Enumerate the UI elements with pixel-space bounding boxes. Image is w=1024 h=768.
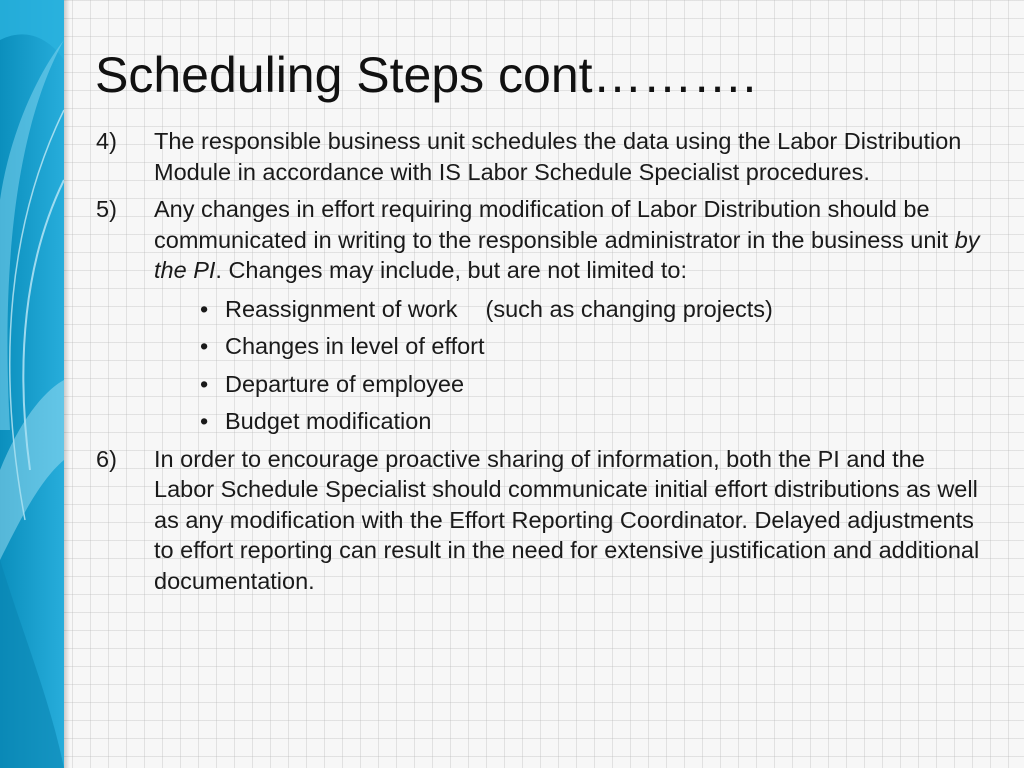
slide-title: Scheduling Steps cont……….: [95, 47, 757, 103]
list-item: [198, 294, 986, 325]
list-item-text: Reassignment of work: [225, 295, 458, 322]
bullet-icon: •: [200, 295, 209, 322]
decorative-side-band: [0, 0, 64, 768]
change-list: [154, 294, 986, 437]
step-text: The responsible business unit schedules the data using the Labor Distribution Module in accordance with IS Labor Schedule Specialist procedures.: [154, 128, 962, 185]
list-item: [198, 331, 986, 362]
step-number: 6): [96, 445, 117, 472]
step-text: In order to encourage proactive sharing of information, both the PI and the Labor Schedule Specialist should communicate initial effort distributions as well as any modification with the Effort Reporting Coordinator. Delayed adjustments to effort reporting can result in the need for extensive justification and additional documentation.: [154, 445, 980, 594]
bullet-icon: •: [200, 333, 209, 359]
list-item-text: Changes in level of effort: [225, 333, 485, 359]
list-item: [198, 406, 986, 437]
band-shadow: [64, 0, 70, 768]
step-text-before: Any changes in effort requiring modification of Labor Distribution should be communicated in writing to the responsible administrator in the business unit: [154, 196, 955, 253]
step-text: [154, 196, 980, 283]
bullet-icon: •: [200, 408, 209, 434]
step-5: [96, 194, 986, 437]
step-text-after: . Changes may include, but are not limited to:: [215, 257, 687, 283]
bullet-icon: •: [200, 370, 209, 397]
list-item-text: Budget modification: [225, 408, 432, 434]
wave-graphic: [0, 0, 64, 768]
list-item: [198, 369, 986, 400]
step-number: 5): [96, 196, 117, 222]
list-item-text: Departure of employee: [225, 370, 465, 397]
slide-body: [96, 126, 986, 603]
step-4: [96, 126, 986, 187]
list-item-note: (such as changing projects): [485, 295, 773, 322]
step-6: [96, 444, 986, 597]
step-text-emphasis: by the PI: [154, 226, 980, 283]
step-number: 4): [96, 128, 117, 154]
